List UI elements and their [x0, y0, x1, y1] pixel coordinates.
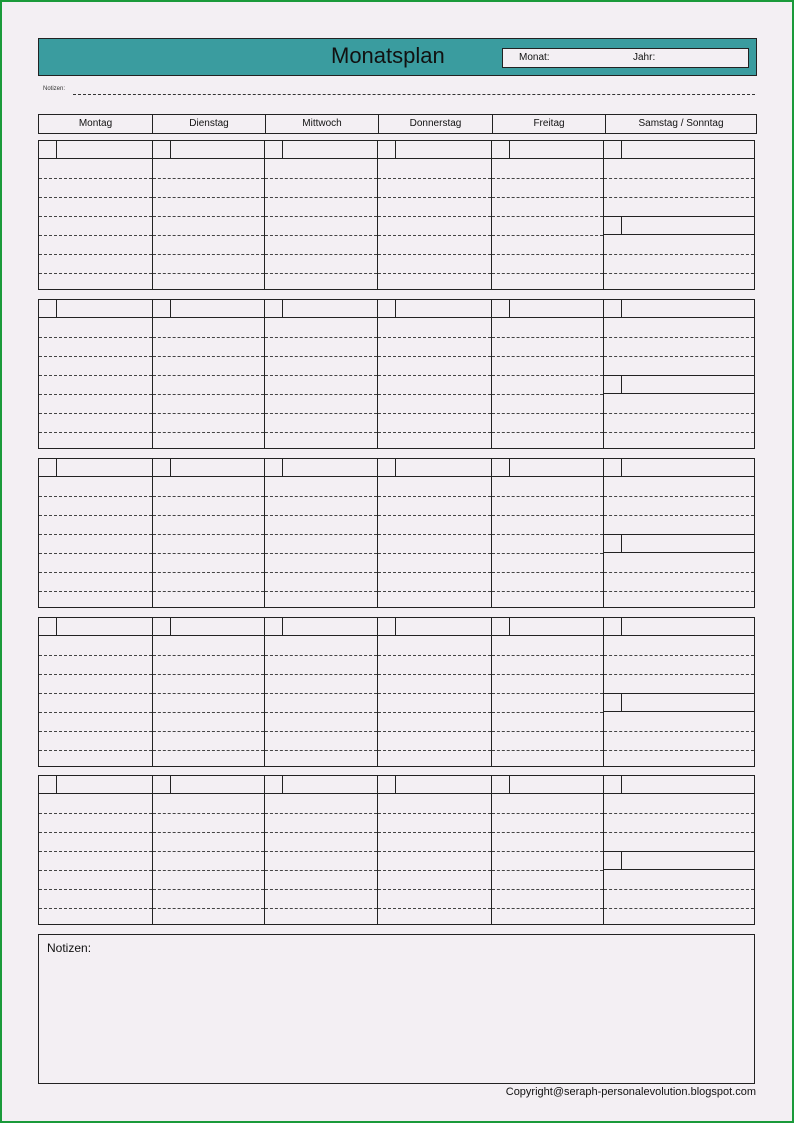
day-header-cell: Freitag: [493, 115, 606, 133]
sunday-title-bar: [604, 534, 754, 553]
week-row: [38, 299, 755, 449]
day-number-box[interactable]: [265, 618, 283, 636]
entry-line[interactable]: [265, 394, 377, 395]
entry-line[interactable]: [378, 591, 491, 592]
entry-line[interactable]: [492, 496, 604, 497]
sunday-title-bar: [604, 375, 754, 394]
entry-line[interactable]: [265, 515, 377, 516]
day-number-box[interactable]: [39, 618, 57, 636]
day-title-bar: [265, 141, 377, 159]
entry-line[interactable]: [265, 870, 377, 871]
day-title-bar: [378, 141, 491, 159]
entry-line[interactable]: [492, 908, 604, 909]
entry-line[interactable]: [492, 591, 604, 592]
entry-line[interactable]: [39, 197, 152, 198]
day-cell[interactable]: [604, 618, 754, 766]
entry-line[interactable]: [604, 750, 754, 751]
entry-line[interactable]: [39, 553, 152, 554]
day-cell[interactable]: [604, 300, 754, 448]
day-title-bar: [39, 618, 152, 636]
day-title-bar: [378, 776, 491, 794]
day-cell[interactable]: [39, 141, 153, 289]
entry-line[interactable]: [492, 655, 604, 656]
entry-line[interactable]: [265, 197, 377, 198]
entry-line[interactable]: [604, 731, 754, 732]
entry-line[interactable]: [378, 432, 491, 433]
entry-line[interactable]: [153, 356, 265, 357]
day-title-bar: [378, 618, 491, 636]
entry-line[interactable]: [604, 515, 754, 516]
top-notes-label: Notizen:: [43, 86, 66, 92]
entry-line[interactable]: [265, 655, 377, 656]
entry-line[interactable]: [265, 235, 377, 236]
entry-line[interactable]: [378, 216, 491, 217]
entry-line[interactable]: [39, 851, 152, 852]
day-number-box[interactable]: [492, 141, 510, 159]
entry-line[interactable]: [604, 432, 754, 433]
day-cell[interactable]: [378, 776, 492, 924]
entry-line[interactable]: [39, 908, 152, 909]
day-title-bar: [153, 776, 265, 794]
day-number-box[interactable]: [265, 459, 283, 477]
day-cell[interactable]: [378, 618, 492, 766]
entry-line[interactable]: [39, 693, 152, 694]
day-number-box[interactable]: [265, 141, 283, 159]
day-title-bar: [265, 618, 377, 636]
entry-line[interactable]: [39, 870, 152, 871]
entry-line[interactable]: [265, 674, 377, 675]
entry-line[interactable]: [39, 375, 152, 376]
day-cell[interactable]: [39, 459, 153, 607]
day-cell[interactable]: [153, 300, 266, 448]
day-number-box[interactable]: [265, 300, 283, 318]
entry-line[interactable]: [265, 750, 377, 751]
day-header-row: [38, 114, 757, 134]
week-row: [38, 458, 755, 608]
sunday-number-box[interactable]: [604, 852, 622, 869]
entry-line[interactable]: [265, 432, 377, 433]
entry-line[interactable]: [39, 832, 152, 833]
entry-line[interactable]: [378, 553, 491, 554]
day-cell[interactable]: [153, 459, 266, 607]
day-number-box[interactable]: [378, 618, 396, 636]
top-notes-line[interactable]: [73, 94, 755, 95]
day-number-box[interactable]: [153, 300, 171, 318]
entry-line[interactable]: [604, 496, 754, 497]
month-year-field[interactable]: [502, 48, 749, 68]
day-number-box[interactable]: [604, 141, 622, 159]
entry-line[interactable]: [153, 851, 265, 852]
week-row: [38, 775, 755, 925]
notes-label: Notizen:: [47, 941, 92, 955]
day-title-bar: [265, 300, 377, 318]
day-number-box[interactable]: [378, 300, 396, 318]
day-title-bar: [153, 459, 265, 477]
entry-line[interactable]: [39, 178, 152, 179]
entry-line[interactable]: [378, 731, 491, 732]
entry-line[interactable]: [265, 273, 377, 274]
entry-line[interactable]: [378, 375, 491, 376]
entry-line[interactable]: [492, 413, 604, 414]
entry-line[interactable]: [492, 197, 604, 198]
entry-line[interactable]: [492, 515, 604, 516]
entry-line[interactable]: [604, 572, 754, 573]
entry-line[interactable]: [604, 908, 754, 909]
day-title-bar: [604, 776, 754, 794]
entry-line[interactable]: [153, 515, 265, 516]
entry-line[interactable]: [604, 356, 754, 357]
entry-line[interactable]: [604, 591, 754, 592]
day-number-box[interactable]: [153, 618, 171, 636]
day-cell[interactable]: [492, 141, 605, 289]
entry-line[interactable]: [153, 832, 265, 833]
entry-line[interactable]: [378, 908, 491, 909]
entry-line[interactable]: [492, 337, 604, 338]
entry-line[interactable]: [39, 750, 152, 751]
entry-line[interactable]: [153, 273, 265, 274]
entry-line[interactable]: [378, 693, 491, 694]
entry-line[interactable]: [265, 908, 377, 909]
entry-line[interactable]: [265, 731, 377, 732]
day-number-box[interactable]: [378, 776, 396, 794]
entry-line[interactable]: [39, 254, 152, 255]
entry-line[interactable]: [153, 731, 265, 732]
day-title-bar: [39, 459, 152, 477]
entry-line[interactable]: [153, 337, 265, 338]
entry-line[interactable]: [378, 674, 491, 675]
sunday-number-box[interactable]: [604, 535, 622, 552]
day-cell[interactable]: [39, 300, 153, 448]
day-title-bar: [492, 776, 604, 794]
entry-line[interactable]: [153, 178, 265, 179]
day-title-bar: [153, 300, 265, 318]
entry-line[interactable]: [378, 515, 491, 516]
day-number-box[interactable]: [604, 618, 622, 636]
day-cell[interactable]: [265, 776, 378, 924]
day-number-box[interactable]: [39, 141, 57, 159]
entry-line[interactable]: [492, 712, 604, 713]
entry-line[interactable]: [265, 712, 377, 713]
entry-line[interactable]: [265, 356, 377, 357]
entry-line[interactable]: [153, 870, 265, 871]
entry-line[interactable]: [153, 655, 265, 656]
entry-line[interactable]: [492, 693, 604, 694]
entry-line[interactable]: [39, 674, 152, 675]
entry-line[interactable]: [153, 375, 265, 376]
entry-line[interactable]: [39, 413, 152, 414]
copyright-text: Copyright@seraph-personalevolution.blogspot.com: [505, 1086, 756, 1098]
entry-line[interactable]: [378, 178, 491, 179]
entry-line[interactable]: [492, 356, 604, 357]
entry-line[interactable]: [39, 235, 152, 236]
day-number-box[interactable]: [492, 459, 510, 477]
day-cell[interactable]: [492, 459, 605, 607]
entry-line[interactable]: [39, 889, 152, 890]
entry-line[interactable]: [378, 870, 491, 871]
day-cell[interactable]: [265, 618, 378, 766]
entry-line[interactable]: [492, 870, 604, 871]
entry-line[interactable]: [492, 832, 604, 833]
day-cell[interactable]: [604, 459, 754, 607]
day-cell[interactable]: [492, 776, 605, 924]
entry-line[interactable]: [492, 813, 604, 814]
day-title-bar: [492, 618, 604, 636]
entry-line[interactable]: [265, 375, 377, 376]
day-number-box[interactable]: [492, 776, 510, 794]
entry-line[interactable]: [492, 889, 604, 890]
entry-line[interactable]: [265, 832, 377, 833]
day-cell[interactable]: [378, 300, 492, 448]
entry-line[interactable]: [39, 591, 152, 592]
entry-line[interactable]: [604, 413, 754, 414]
day-cell[interactable]: [265, 141, 378, 289]
entry-line[interactable]: [265, 889, 377, 890]
day-title-bar: [39, 300, 152, 318]
entry-line[interactable]: [153, 813, 265, 814]
day-cell[interactable]: [153, 776, 266, 924]
entry-line[interactable]: [378, 254, 491, 255]
header-banner: [38, 38, 757, 76]
day-cell[interactable]: [265, 300, 378, 448]
entry-line[interactable]: [39, 273, 152, 274]
entry-line[interactable]: [265, 813, 377, 814]
day-cell[interactable]: [492, 300, 605, 448]
entry-line[interactable]: [378, 813, 491, 814]
entry-line[interactable]: [378, 273, 491, 274]
entry-line[interactable]: [39, 432, 152, 433]
day-cell[interactable]: [604, 776, 754, 924]
entry-line[interactable]: [492, 394, 604, 395]
day-title-bar: [492, 141, 604, 159]
entry-line[interactable]: [153, 254, 265, 255]
entry-line[interactable]: [39, 731, 152, 732]
sunday-number-box[interactable]: [604, 217, 622, 234]
day-header-cell: Mittwoch: [266, 115, 379, 133]
entry-line[interactable]: [492, 235, 604, 236]
entry-line[interactable]: [153, 394, 265, 395]
week-row: [38, 140, 755, 290]
entry-line[interactable]: [378, 832, 491, 833]
day-number-box[interactable]: [604, 459, 622, 477]
entry-line[interactable]: [604, 813, 754, 814]
entry-line[interactable]: [265, 178, 377, 179]
day-number-box[interactable]: [604, 300, 622, 318]
entry-line[interactable]: [153, 591, 265, 592]
entry-line[interactable]: [153, 235, 265, 236]
entry-line[interactable]: [378, 655, 491, 656]
entry-line[interactable]: [378, 356, 491, 357]
day-title-bar: [153, 141, 265, 159]
entry-line[interactable]: [153, 674, 265, 675]
entry-line[interactable]: [153, 750, 265, 751]
day-title-bar: [604, 300, 754, 318]
entry-line[interactable]: [604, 832, 754, 833]
entry-line[interactable]: [153, 197, 265, 198]
entry-line[interactable]: [604, 254, 754, 255]
day-number-box[interactable]: [39, 300, 57, 318]
sunday-title-bar: [604, 216, 754, 235]
day-cell[interactable]: [378, 141, 492, 289]
entry-line[interactable]: [378, 337, 491, 338]
entry-line[interactable]: [378, 889, 491, 890]
entry-line[interactable]: [492, 375, 604, 376]
entry-line[interactable]: [39, 337, 152, 338]
day-title-bar: [604, 141, 754, 159]
day-number-box[interactable]: [39, 459, 57, 477]
day-cell[interactable]: [39, 776, 153, 924]
entry-line[interactable]: [265, 553, 377, 554]
day-number-box[interactable]: [153, 459, 171, 477]
day-title-bar: [265, 776, 377, 794]
day-title-bar: [153, 618, 265, 636]
entry-line[interactable]: [153, 432, 265, 433]
entry-line[interactable]: [265, 534, 377, 535]
sunday-title-bar: [604, 693, 754, 712]
day-title-bar: [604, 618, 754, 636]
entry-line[interactable]: [378, 496, 491, 497]
entry-line[interactable]: [39, 356, 152, 357]
entry-line[interactable]: [492, 750, 604, 751]
day-title-bar: [378, 300, 491, 318]
entry-line[interactable]: [265, 591, 377, 592]
entry-line[interactable]: [153, 413, 265, 414]
month-label: Monat:: [519, 52, 550, 63]
entry-line[interactable]: [39, 813, 152, 814]
day-title-bar: [492, 459, 604, 477]
entry-line[interactable]: [265, 216, 377, 217]
entry-line[interactable]: [378, 572, 491, 573]
entry-line[interactable]: [39, 655, 152, 656]
day-cell[interactable]: [153, 141, 266, 289]
entry-line[interactable]: [39, 394, 152, 395]
entry-line[interactable]: [492, 731, 604, 732]
entry-line[interactable]: [604, 273, 754, 274]
day-title-bar: [39, 141, 152, 159]
entry-line[interactable]: [39, 515, 152, 516]
entry-line[interactable]: [604, 674, 754, 675]
day-number-box[interactable]: [378, 141, 396, 159]
entry-line[interactable]: [604, 889, 754, 890]
day-title-bar: [492, 300, 604, 318]
entry-line[interactable]: [153, 908, 265, 909]
entry-line[interactable]: [492, 674, 604, 675]
day-number-box[interactable]: [265, 776, 283, 794]
entry-line[interactable]: [492, 216, 604, 217]
entry-line[interactable]: [39, 496, 152, 497]
day-number-box[interactable]: [492, 300, 510, 318]
entry-line[interactable]: [378, 534, 491, 535]
day-cell[interactable]: [492, 618, 605, 766]
entry-line[interactable]: [265, 413, 377, 414]
entry-line[interactable]: [39, 712, 152, 713]
entry-line[interactable]: [378, 197, 491, 198]
day-title-bar: [378, 459, 491, 477]
entry-line[interactable]: [492, 534, 604, 535]
entry-line[interactable]: [604, 337, 754, 338]
entry-line[interactable]: [492, 178, 604, 179]
entry-line[interactable]: [492, 553, 604, 554]
entry-line[interactable]: [153, 889, 265, 890]
entry-line[interactable]: [604, 178, 754, 179]
entry-line[interactable]: [153, 693, 265, 694]
entry-line[interactable]: [492, 254, 604, 255]
entry-line[interactable]: [492, 572, 604, 573]
year-label: Jahr:: [633, 52, 656, 63]
day-cell[interactable]: [378, 459, 492, 607]
entry-line[interactable]: [153, 572, 265, 573]
entry-line[interactable]: [492, 432, 604, 433]
entry-line[interactable]: [378, 394, 491, 395]
entry-line[interactable]: [153, 712, 265, 713]
page-title: Monatsplan: [331, 43, 445, 68]
day-header-cell: Dienstag: [153, 115, 266, 133]
entry-line[interactable]: [265, 337, 377, 338]
entry-line[interactable]: [378, 750, 491, 751]
day-title-bar: [604, 459, 754, 477]
entry-line[interactable]: [604, 655, 754, 656]
day-cell[interactable]: [39, 618, 153, 766]
sunday-number-box[interactable]: [604, 694, 622, 711]
day-header-cell: Montag: [39, 115, 153, 133]
entry-line[interactable]: [378, 413, 491, 414]
entry-line[interactable]: [265, 693, 377, 694]
entry-line[interactable]: [39, 534, 152, 535]
entry-line[interactable]: [265, 851, 377, 852]
day-title-bar: [265, 459, 377, 477]
entry-line[interactable]: [492, 851, 604, 852]
entry-line[interactable]: [378, 235, 491, 236]
day-cell[interactable]: [265, 459, 378, 607]
day-title-bar: [39, 776, 152, 794]
entry-line[interactable]: [378, 712, 491, 713]
sunday-number-box[interactable]: [604, 376, 622, 393]
day-cell[interactable]: [604, 141, 754, 289]
day-number-box[interactable]: [604, 776, 622, 794]
day-number-box[interactable]: [153, 141, 171, 159]
day-number-box[interactable]: [378, 459, 396, 477]
entry-line[interactable]: [378, 851, 491, 852]
entry-line[interactable]: [153, 534, 265, 535]
day-header-cell: Donnerstag: [379, 115, 493, 133]
entry-line[interactable]: [265, 572, 377, 573]
notes-box[interactable]: [38, 934, 755, 1084]
entry-line[interactable]: [39, 216, 152, 217]
sunday-title-bar: [604, 851, 754, 870]
entry-line[interactable]: [492, 273, 604, 274]
week-row: [38, 617, 755, 767]
entry-line[interactable]: [153, 496, 265, 497]
day-cell[interactable]: [153, 618, 266, 766]
entry-line[interactable]: [39, 572, 152, 573]
entry-line[interactable]: [265, 496, 377, 497]
day-header-cell: Samstag / Sonntag: [638, 118, 724, 129]
entry-line[interactable]: [153, 216, 265, 217]
entry-line[interactable]: [604, 197, 754, 198]
day-number-box[interactable]: [153, 776, 171, 794]
entry-line[interactable]: [265, 254, 377, 255]
day-number-box[interactable]: [39, 776, 57, 794]
day-number-box[interactable]: [492, 618, 510, 636]
entry-line[interactable]: [153, 553, 265, 554]
